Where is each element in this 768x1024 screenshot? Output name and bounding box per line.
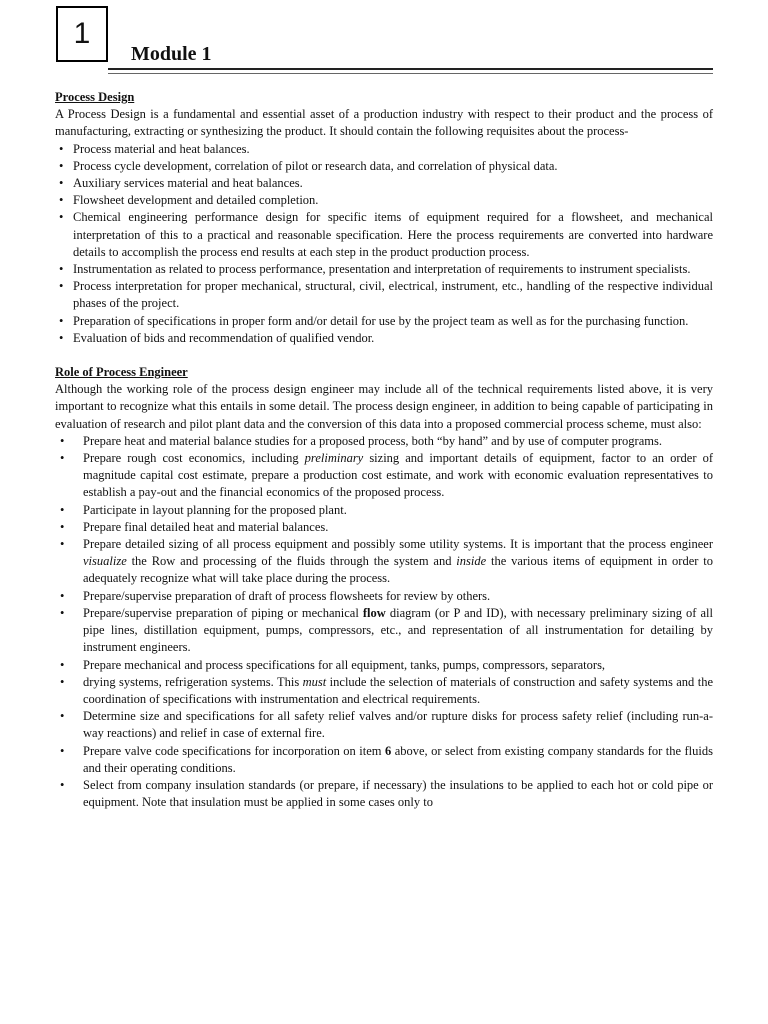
- module-number-box: [56, 6, 108, 62]
- list-item: • Prepare valve code specifications for incorporation on item 6 above, or select from existing company standards for the fluids and their operating conditions.: [55, 743, 713, 777]
- list-item: • Evaluation of bids and recommendation of qualified vendor.: [55, 330, 713, 347]
- emphasis-text: visualize: [83, 554, 127, 569]
- role-intro: Although the working role of the process design engineer may include all of the technical requirements listed above, it is very important to recognize what this entails in some detail. The process design engineer, in addition to being capable of participating in evaluation of research and pilot plant data and the conversion of this data into a proposed commercial process scheme, must also:: [55, 382, 713, 431]
- process-design-intro: A Process Design is a fundamental and essential asset of a production industry with respect to their product and the process of manufacturing, extracting or synthesizing the product. It should contain the following requisites about the process-: [55, 107, 713, 139]
- module-title: Module 1: [131, 43, 212, 65]
- role-duties-list: [55, 433, 713, 811]
- list-item: • Instrumentation as related to process performance, presentation and interpretation of requirements to instrument specialists.: [55, 261, 713, 278]
- document-body: [55, 89, 713, 811]
- bold-text: 6: [384, 743, 392, 758]
- emphasis-text: preliminary: [304, 451, 364, 466]
- list-item: • Prepare mechanical and process specifications for all equipment, tanks, pumps, compressors, separators,: [55, 657, 713, 674]
- header-rule-thin: [108, 73, 713, 74]
- list-item: • Prepare/supervise preparation of draft of process flowsheets for review by others.: [55, 588, 713, 605]
- list-item: • Process interpretation for proper mechanical, structural, civil, electrical, instrument, etc., handling of the respective individual phases of the project.: [55, 278, 713, 312]
- list-item: • Prepare final detailed heat and material balances.: [55, 519, 713, 536]
- list-item: • Preparation of specifications in proper form and/or detail for use by the project team as well as for the purchasing function.: [55, 313, 713, 330]
- list-item: • Prepare/supervise preparation of piping or mechanical flow diagram (or P and ID), with necessary preliminary sizing of all pipe lines, distillation equipment, pumps, compressors, etc., and representation of all instrumentation for detailing by instrument engineers.: [55, 605, 713, 657]
- list-item: • Prepare detailed sizing of all process equipment and possibly some utility systems. It is important that the process engineer visualize the Row and processing of the fluids through the system and inside the various items of equipment in order to adequately recognize what will take place during the process.: [55, 536, 713, 588]
- section-heading-role: Role of Process Engineer: [55, 365, 188, 380]
- list-item: • Select from company insulation standards (or prepare, if necessary) the insulations to be applied to each hot or cold pipe or equipment. Note that insulation must be applied in some cases only to: [55, 777, 713, 811]
- list-item: • Process material and heat balances.: [55, 141, 713, 158]
- list-item: • drying systems, refrigeration systems. This must include the selection of materials of construction and safety systems and the coordination of specifications with instrumentation and electrical requirements.: [55, 674, 713, 708]
- bold-text: flow: [362, 605, 386, 620]
- list-item: • Process cycle development, correlation of pilot or research data, and correlation of physical data.: [55, 158, 713, 175]
- module-number: 1: [73, 17, 91, 50]
- process-requisites-list: [55, 141, 713, 347]
- list-item: • Determine size and specifications for all safety relief valves and/or rupture disks for process safety relief (including run-a-way reactions) and relief in case of external fire.: [55, 708, 713, 742]
- list-item: • Participate in layout planning for the proposed plant.: [55, 502, 713, 519]
- emphasis-text: inside: [456, 554, 487, 569]
- section-spacer: [55, 347, 713, 364]
- list-item: • Prepare rough cost economics, including preliminary sizing and important details of equipment, factor to an order of magnitude capital cost estimate, prepare a production cost estimate, and work with economic evaluation representatives to establish a pay-out and the financial economics of the proposed process.: [55, 450, 713, 502]
- section-heading-process-design: Process Design: [55, 90, 135, 104]
- list-item: • Flowsheet development and detailed completion.: [55, 192, 713, 209]
- list-item: • Prepare heat and material balance studies for a proposed process, both “by hand” and by use of computer programs.: [55, 433, 713, 450]
- list-item: • Auxiliary services material and heat balances.: [55, 175, 713, 192]
- emphasis-text: must: [302, 674, 327, 689]
- list-item: • Chemical engineering performance design for specific items of equipment required for a flowsheet, and mechanical interpretation of this to a practical and reasonable specification. Here the process requirements are converted into hardware details to accomplish the process end results at each step in the product production process.: [55, 209, 713, 261]
- header-rule: [108, 68, 713, 70]
